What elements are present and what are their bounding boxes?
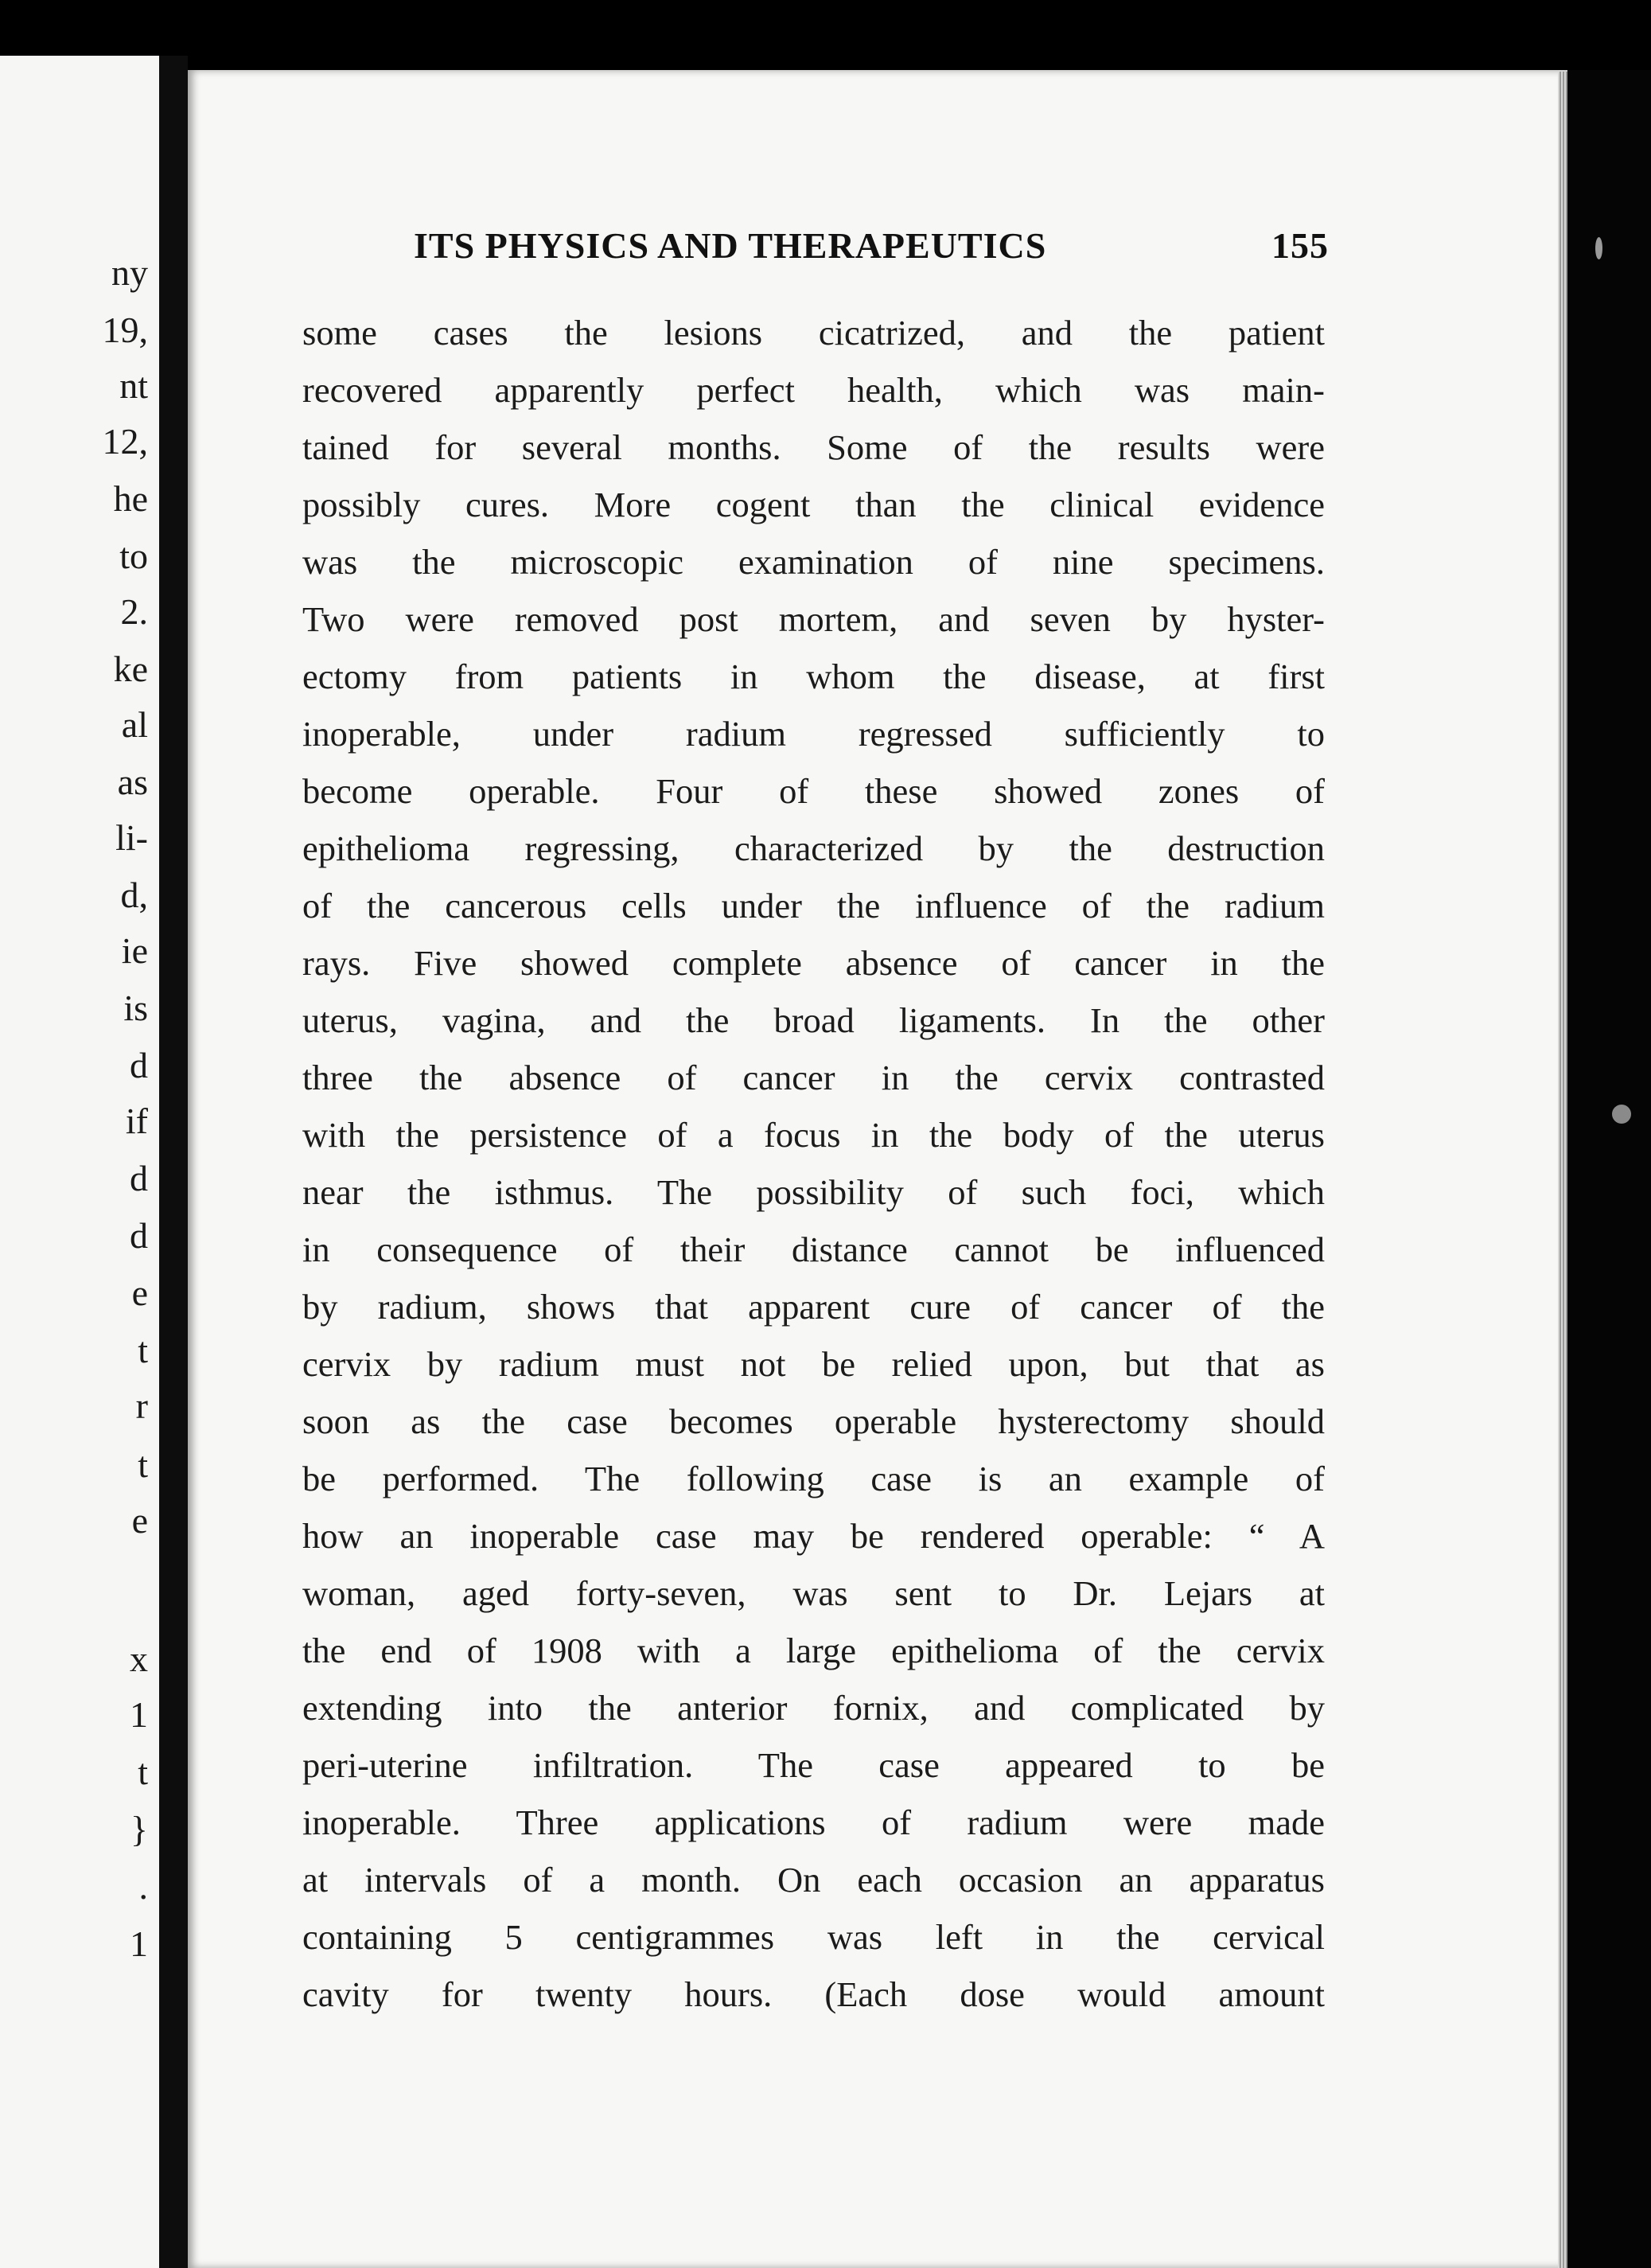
- left-page-fragment: x: [130, 1639, 148, 1679]
- scan-border: [1567, 70, 1651, 2268]
- text-line: the end of 1908 with a large epithelioma of the cervix: [302, 1631, 1325, 1670]
- left-page-fragment: d: [130, 1158, 148, 1198]
- scan-speck: [1595, 237, 1602, 259]
- running-head-title: ITS PHYSICS AND THERAPEUTICS: [414, 225, 1047, 266]
- left-page-fragment: t: [138, 1752, 148, 1792]
- text-line: was the microscopic examination of nine specimens.: [302, 542, 1325, 582]
- left-page-fragment: if: [125, 1101, 148, 1141]
- text-line: how an inoperable case may be rendered operable: “ A: [302, 1516, 1325, 1556]
- text-line: possibly cures. More cogent than the clinical evidence: [302, 485, 1325, 524]
- left-page-fragment: he: [113, 478, 148, 519]
- text-line: become operable. Four of these showed zones of: [302, 771, 1325, 811]
- left-page-fragment: 12,: [102, 421, 148, 462]
- text-line: woman, aged forty-seven, was sent to Dr. Lejars at: [302, 1573, 1325, 1613]
- text-line: at intervals of a month. On each occasion an apparatus: [302, 1860, 1325, 1900]
- left-page-fragment: ke: [113, 649, 148, 689]
- text-line: near the isthmus. The possibility of such foci, which: [302, 1172, 1325, 1212]
- left-page-fragment: 1: [130, 1694, 148, 1735]
- left-page-fragment: 19,: [102, 310, 148, 350]
- left-page-fragment: e: [131, 1500, 148, 1541]
- text-line: by radium, shows that apparent cure of cancer of the: [302, 1287, 1325, 1327]
- text-line: containing 5 centigrammes was left in the cervical: [302, 1917, 1325, 1957]
- text-line: Two were removed post mortem, and seven by hyster-: [302, 599, 1325, 639]
- left-page-fragment: nt: [119, 365, 148, 406]
- left-page-fragment: 2.: [120, 591, 148, 632]
- left-page-fragment: to: [119, 536, 148, 576]
- book-gutter: [159, 56, 188, 2268]
- left-page-fragment: }: [130, 1809, 148, 1849]
- left-page-fragment: t: [138, 1330, 148, 1370]
- left-facing-page: [0, 56, 159, 2268]
- left-page-fragment: t: [138, 1444, 148, 1485]
- left-page-fragment: is: [123, 988, 148, 1028]
- left-page-fragment: e: [131, 1272, 148, 1313]
- left-page-fragment: r: [135, 1385, 148, 1426]
- left-page-fragment: d,: [120, 875, 148, 915]
- text-line: in consequence of their distance cannot be influenced: [302, 1229, 1325, 1269]
- running-head: [414, 224, 1329, 267]
- text-line: inoperable. Three applications of radium were made: [302, 1802, 1325, 1842]
- text-line: inoperable, under radium regressed sufficiently to: [302, 714, 1325, 754]
- text-line: cervix by radium must not be relied upon, but that as: [302, 1344, 1325, 1384]
- text-line: uterus, vagina, and the broad ligaments. In the other: [302, 1000, 1325, 1040]
- text-line: rays. Five showed complete absence of cancer in the: [302, 943, 1325, 983]
- text-line: some cases the lesions cicatrized, and the patient: [302, 313, 1325, 353]
- text-line: three the absence of cancer in the cervix contrasted: [302, 1058, 1325, 1097]
- scan-speck: [1612, 1105, 1631, 1124]
- text-line: cavity for twenty hours. (Each dose would amount: [302, 1974, 1325, 2014]
- text-line: soon as the case becomes operable hysterectomy should: [302, 1401, 1325, 1441]
- left-page-fragment: d: [130, 1045, 148, 1085]
- left-page-fragment: ie: [121, 930, 148, 971]
- text-line: epithelioma regressing, characterized by the destruction: [302, 828, 1325, 868]
- text-line: with the persistence of a focus in the body of the uterus: [302, 1115, 1325, 1155]
- text-line: extending into the anterior fornix, and complicated by: [302, 1688, 1325, 1728]
- text-line: ectomy from patients in whom the disease, at first: [302, 657, 1325, 696]
- text-line: be performed. The following case is an example of: [302, 1459, 1325, 1498]
- left-page-fragment: d: [130, 1215, 148, 1256]
- left-page-fragment: as: [117, 762, 148, 802]
- text-line: recovered apparently perfect health, which was main-: [302, 370, 1325, 410]
- left-page-fragment: li-: [115, 817, 148, 858]
- text-line: of the cancerous cells under the influence of the radium: [302, 886, 1325, 926]
- text-line: tained for several months. Some of the results were: [302, 427, 1325, 467]
- body-text: [302, 304, 1325, 2023]
- text-line: peri-uterine infiltration. The case appeared to be: [302, 1745, 1325, 1785]
- left-page-fragment: .: [138, 1866, 148, 1907]
- left-page-fragment: 1: [130, 1923, 148, 1964]
- page-number: 155: [1271, 225, 1329, 266]
- left-page-fragment: ny: [111, 252, 148, 293]
- left-page-fragment: al: [121, 704, 148, 745]
